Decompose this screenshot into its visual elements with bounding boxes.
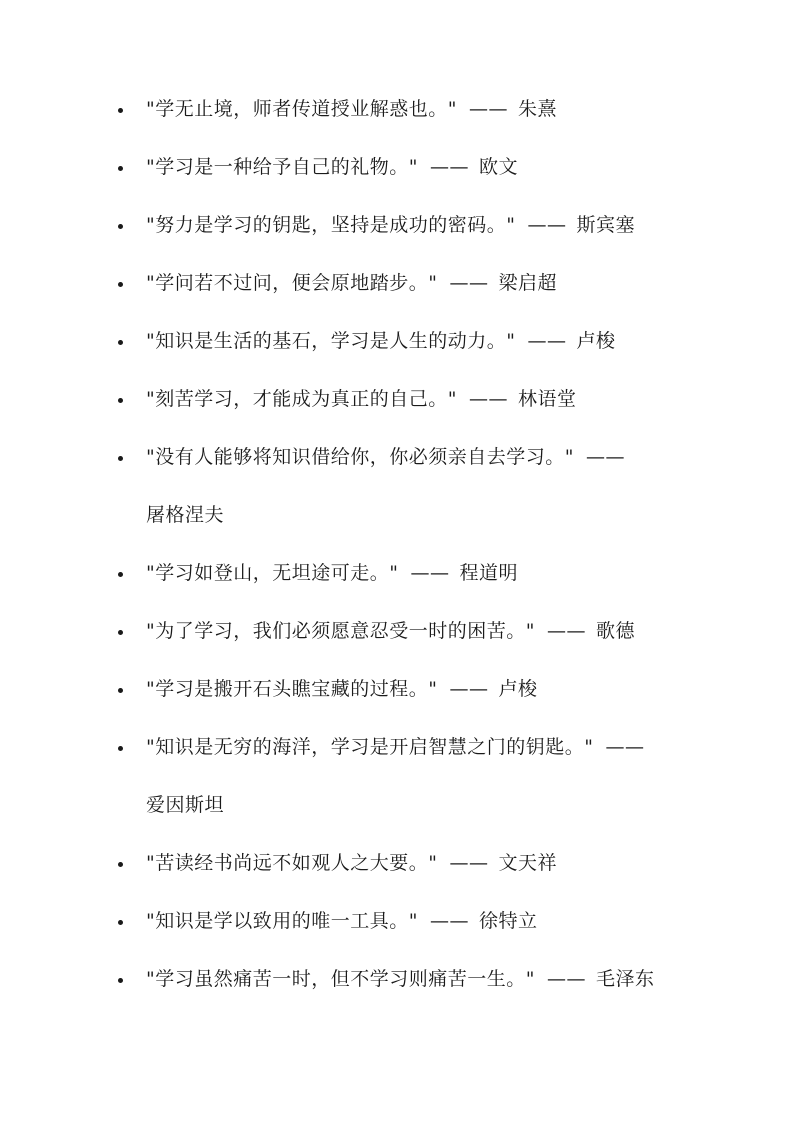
quote-author: 卢梭 (498, 678, 538, 700)
list-item (0, 254, 800, 312)
quote-dash: —— (449, 678, 489, 700)
quote-text: "学习如登山，无坦途可走。" (146, 562, 399, 584)
quote-author: 梁启超 (498, 272, 557, 294)
quote-author: 文天祥 (498, 852, 557, 874)
list-item (0, 428, 800, 544)
quote-author: 斯宾塞 (576, 214, 635, 236)
quote-author: 朱熹 (517, 98, 557, 120)
bullet-icon (118, 544, 124, 602)
list-item (0, 138, 800, 196)
quote-text: "学问若不过问，便会原地踏步。" (146, 272, 438, 294)
quote-author: 林语堂 (517, 388, 577, 410)
bullet-icon (118, 138, 124, 196)
bullet-icon (118, 428, 124, 486)
bullet-icon (118, 834, 124, 892)
quote-author: 爱因斯坦 (146, 794, 225, 816)
bullet-icon (118, 196, 124, 254)
quote-author: 徐特立 (478, 910, 538, 932)
quote-dash: —— (449, 852, 489, 874)
list-item (0, 370, 800, 428)
quote-dash: —— (468, 388, 508, 410)
quote-author: 程道明 (459, 562, 518, 584)
bullet-icon (118, 950, 124, 1008)
bullet-icon (118, 312, 124, 370)
quote-text: "努力是学习的钥匙，坚持是成功的密码。" (146, 214, 516, 236)
bullet-icon (118, 718, 124, 776)
quote-text: "为了学习，我们必须愿意忍受一时的困苦。" (146, 620, 535, 642)
bullet-icon (118, 80, 124, 138)
list-item (0, 892, 800, 950)
list-item (0, 312, 800, 370)
list-item (0, 602, 800, 660)
quote-dash: —— (449, 272, 489, 294)
quote-dash: —— (585, 446, 625, 468)
quote-author: 毛泽东 (595, 968, 655, 990)
quote-text: "刻苦学习，才能成为真正的自己。" (146, 388, 457, 410)
list-item (0, 544, 800, 602)
list-item (0, 834, 800, 892)
quote-dash: —— (410, 562, 450, 584)
list-item (0, 950, 800, 1008)
quote-author: 歌德 (595, 620, 635, 642)
list-item (0, 196, 800, 254)
quote-list (0, 80, 800, 1008)
quote-dash: —— (527, 214, 567, 236)
quote-author: 欧文 (478, 156, 518, 178)
list-item (0, 80, 800, 138)
quote-text: "知识是学以致用的唯一工具。" (146, 910, 418, 932)
quote-dash: —— (546, 620, 586, 642)
quote-text: "学无止境，师者传道授业解惑也。" (146, 98, 457, 120)
bullet-icon (118, 602, 124, 660)
quote-text: "知识是生活的基石，学习是人生的动力。" (146, 330, 516, 352)
quote-author: 卢梭 (576, 330, 616, 352)
quote-dash: —— (429, 910, 469, 932)
quote-dash: —— (546, 968, 586, 990)
quote-text: "没有人能够将知识借给你，你必须亲自去学习。" (146, 446, 574, 468)
quote-dash: —— (468, 98, 508, 120)
quote-text: "苦读经书尚远不如观人之大要。" (146, 852, 438, 874)
bullet-icon (118, 254, 124, 312)
quote-dash: —— (605, 736, 645, 758)
quote-text: "学习虽然痛苦一时，但不学习则痛苦一生。" (146, 968, 535, 990)
bullet-icon (118, 370, 124, 428)
quote-dash: —— (429, 156, 469, 178)
list-item (0, 718, 800, 834)
bullet-icon (118, 660, 124, 718)
quote-author: 屠格涅夫 (146, 504, 225, 526)
quote-dash: —— (527, 330, 567, 352)
bullet-icon (118, 892, 124, 950)
list-item (0, 660, 800, 718)
quote-text: "知识是无穷的海洋，学习是开启智慧之门的钥匙。" (146, 736, 594, 758)
quote-text: "学习是一种给予自己的礼物。" (146, 156, 418, 178)
quote-text: "学习是搬开石头瞧宝藏的过程。" (146, 678, 438, 700)
